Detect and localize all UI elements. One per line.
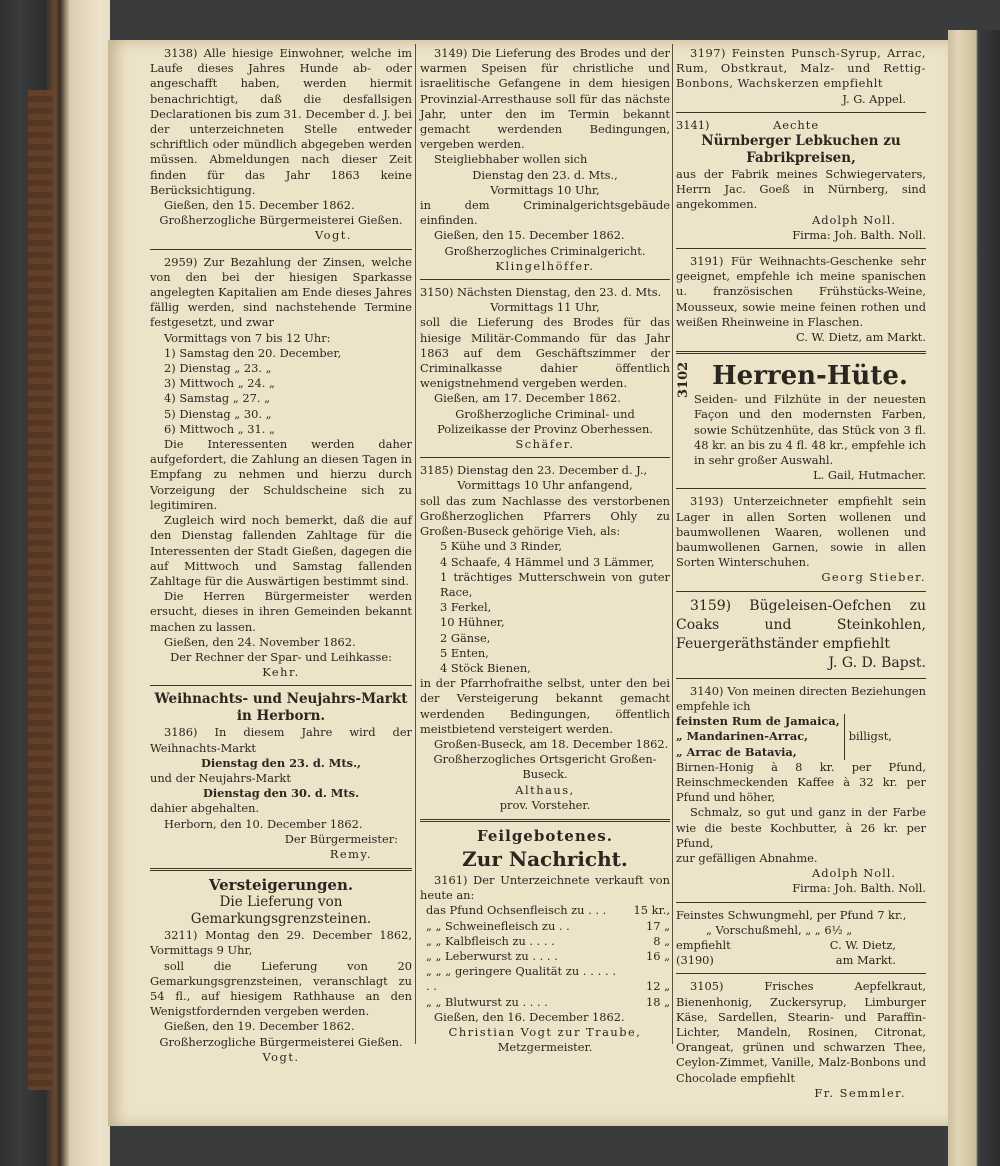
ad-signature: Adolph Noll. <box>812 866 896 881</box>
notice-signature: Vogt. <box>262 1049 300 1064</box>
notice-authority: Großherzogliches Ortsgericht Großen-Buseck. <box>433 752 657 782</box>
notice-signature: Althaus, <box>515 782 575 797</box>
ad-3140 <box>676 684 926 897</box>
double-divider <box>150 868 412 871</box>
ad-3105 <box>676 979 926 1101</box>
ad-text: Seiden- und Filzhüte in der neuesten Façon und den modernsten Farben, sowie Schützenhüte, das Stück von 3 fl. 48 kr. an bis zu 4 fl. 48 kr., empfehle ich in sehr großer Auswahl. <box>694 392 926 468</box>
notice-signature: Kehr. <box>262 665 300 680</box>
notice-text: soll das zum Nachlasse des verstorbenen Großherzoglichen Pfarrers Ohly zu Großen-Buseck gehörige Vieh, als: <box>420 493 670 539</box>
section-heading: Feilgebotenes. <box>477 826 613 845</box>
ad-heading: Aechte <box>773 117 820 132</box>
book-spine <box>0 0 110 1166</box>
price-row: „ „ Kalbfleisch zu . . . . 8 „ <box>426 933 670 948</box>
notice-authority: Großherzogliche Bürgermeisterei Gießen. <box>159 213 403 228</box>
notice-date: 3211) Montag den 29. December 1862, Vormittags 9 Uhr, <box>150 928 412 958</box>
divider <box>676 488 926 489</box>
notice-date-highlight: Dienstag den 30. d. Mts. <box>202 786 360 801</box>
divider <box>676 591 926 592</box>
notice-date-highlight: Dienstag den 23. d. Mts., <box>200 755 362 770</box>
ad-text: aus der Fabrik meines Schwiegervaters, Herrn Jac. Goeß in Nürnberg, sind angekommen. <box>676 167 926 212</box>
notice-2959 <box>150 255 412 681</box>
notice-authority: Großherzogliche Bürgermeisterei Gießen. <box>159 1034 403 1049</box>
notice-3186 <box>150 691 412 862</box>
notice-3185 <box>420 463 670 813</box>
ad-text: Feinstes Schwungmehl, per Pfund 7 kr., <box>676 907 907 922</box>
ad-3197 <box>676 46 926 107</box>
notice-text: in der Pfarrhofraithe selbst, unter den bei der Versteigerung bekannt gemacht werdenden Bedingungen, öffentlich meistbietend versteigert werden. <box>420 676 670 736</box>
divider <box>676 678 926 679</box>
ad-signature-row <box>676 953 926 968</box>
ad-text: 3159) Bügeleisen-Oefchen zu Coaks und Steinkohlen, Feuergeräthständer empfiehlt <box>676 597 926 652</box>
notice-date: Gießen, den 19. December 1862. <box>164 1019 355 1034</box>
notice-signature-title: prov. Vorsteher. <box>499 797 591 812</box>
notice-text: 3186) In diesem Jahre wird der Weihnachts-Markt <box>150 725 412 755</box>
ad-signature-firm: Firma: Joh. Balth. Noll. <box>792 881 926 896</box>
list-item: 5 Kühe und 3 Rinder, <box>440 539 563 554</box>
ad-signature: L. Gail, Hutmacher. <box>813 468 926 483</box>
price-row: „ „ Leberwurst zu . . . . 16 „ <box>426 948 670 963</box>
divider <box>676 248 926 249</box>
right-page-edge <box>948 30 1000 1166</box>
ad-text: Birnen-Honig à 8 kr. per Pfund, Reinschmeckenden Kaffee à 32 kr. per Pfund und höher, <box>676 759 926 805</box>
column-middle <box>420 46 670 1059</box>
list-item: 10 Hühner, <box>440 615 505 630</box>
notice-date: Gießen, den 15. December 1862. <box>164 198 355 213</box>
ad-number: 3141) <box>676 117 710 132</box>
ad-text: „ Vorschußmehl, „ „ 6½ „ <box>706 922 853 937</box>
notice-3211 <box>150 877 412 1065</box>
ad-heading-line <box>676 118 926 133</box>
ad-signature: J. G. D. Bapst. <box>828 654 926 671</box>
column-right <box>676 46 926 1105</box>
notice-text: in dem Criminalgerichtsgebäude einfinden. <box>420 198 670 228</box>
ad-title: Nürnberger Lebkuchen zu Fabrikpreisen, <box>701 133 901 167</box>
list-item: 4 Stöck Bienen, <box>440 660 531 675</box>
price-row: „ „ Blutwurst zu . . . . 18 „ <box>426 994 670 1009</box>
ad-signature: C. W. Dietz, am Markt. <box>795 330 926 345</box>
notice-3138 <box>150 46 412 244</box>
list-item: 2 Gänse, <box>440 630 491 645</box>
notice-text: 2959) Zur Bezahlung der Zinsen, welche von den bei der hiesigen Sparkasse angelegten Kapitalien am Ende dieses Jahres fällig werden, sind nachstehende Termine festgesetzt, und zwar <box>150 254 412 330</box>
ad-signature: J. G. Appel. <box>842 91 906 106</box>
notice-text: 3161) Der Unterzeichnete verkauft von heute an: <box>420 872 670 903</box>
notice-time: Vormittags von 7 bis 12 Uhr: <box>164 330 331 345</box>
notice-date: Gießen, den 15. December 1862. <box>434 228 625 243</box>
ad-title: Herren-Hüte. <box>712 361 908 392</box>
ad-3102 <box>676 360 926 483</box>
divider <box>420 457 670 458</box>
ad-text: zur gefälligen Abnahme. <box>676 850 818 865</box>
subsection-heading: Zur Nachricht. <box>462 846 628 871</box>
rum-arrac-group <box>676 714 926 760</box>
divider <box>676 902 926 903</box>
notice-date: Großen-Buseck, am 18. December 1862. <box>434 736 669 751</box>
ad-3141 <box>676 118 926 243</box>
notice-time: Vormittags 10 Uhr, <box>490 182 600 197</box>
ad-text: empfiehlt <box>676 937 731 952</box>
notice-signature-title: Metzgermeister. <box>497 1040 593 1055</box>
list-item: 4 Schaafe, 4 Hämmel und 3 Lämmer, <box>440 554 655 569</box>
subsection-heading: Die Lieferung von Gemarkungsgrenzsteinen. <box>190 894 372 928</box>
list-item: 3 Ferkel, <box>440 600 492 615</box>
price-note: billigst, <box>848 729 892 744</box>
ad-3190 <box>676 908 926 969</box>
notice-text: und der Neujahrs-Markt <box>150 770 291 785</box>
notice-date: Gießen, den 24. November 1862. <box>164 634 356 649</box>
divider <box>420 279 670 280</box>
notice-date: Gießen, den 16. December 1862. <box>434 1009 625 1024</box>
notice-authority: Der Rechner der Spar- und Leihkasse: <box>170 649 392 664</box>
notice-signature: Schäfer. <box>515 437 575 452</box>
notice-3149 <box>420 46 670 274</box>
ad-text: 3191) Für Weihnachts-Geschenke sehr geeignet, empfehle ich meine spanischen u. französischen Frühstücks-Weine, Mousseux, sowie meine feinen rothen und weißen Rheinweine in Flaschen. <box>676 254 926 329</box>
double-divider <box>676 351 926 354</box>
list-item: 2) Dienstag „ 23. „ <box>164 361 272 376</box>
price-row: das Pfund Ochsenfleisch zu . . . 15 kr., <box>426 903 670 918</box>
column-left <box>150 46 412 1069</box>
notice-text: Steigliebhaber wollen sich <box>434 152 588 167</box>
notice-text: dahier abgehalten. <box>150 801 260 816</box>
notice-text: Zugleich wird noch bemerkt, daß die auf den Dienstag fallenden Zahltage für die Interessenten der Stadt Gießen, dagegen die auf Mittwoch und Samstag fallenden Zahltage für die Auswärtigen bestimmt sind. <box>150 513 412 588</box>
notice-3161 <box>420 828 670 1055</box>
divider <box>150 685 412 686</box>
column-rule-2 <box>672 44 673 1044</box>
list-item: „ Mandarinen-Arrac, <box>676 729 809 744</box>
ad-3193 <box>676 494 926 585</box>
ad-number: 3102 <box>676 362 691 399</box>
column-rule-1 <box>415 44 416 1044</box>
divider <box>150 249 412 250</box>
ad-signature-location: am Markt. <box>835 953 896 968</box>
double-divider <box>420 819 670 822</box>
price-row: „ „ „ geringere Qualität zu . . . . . . . 12 „ <box>426 964 670 994</box>
ad-number: (3190) <box>676 953 714 968</box>
notice-authority: Großherzogliches Criminalgericht. <box>444 243 646 258</box>
section-heading: Versteigerungen. <box>208 876 354 895</box>
list-item: feinsten Rum de Jamaica, <box>676 714 840 729</box>
list-item: 5 Enten, <box>440 645 489 660</box>
ad-signature: Georg Stieber. <box>821 570 926 585</box>
notice-authority: Der Bürgermeister: <box>284 831 398 846</box>
price-row: „ „ Schweinefleisch zu . . 17 „ <box>426 918 670 933</box>
notice-3150 <box>420 285 670 452</box>
notice-text: 3149) Die Lieferung des Brodes und der warmen Speisen für christliche und israelitische Gefangene in dem hiesigen Provinzial-Arresthause soll für das nächste Jahr, unter den im Termin bekannt gemacht werdenden Bedingungen, vergeben werden. <box>420 46 670 152</box>
notice-date: Gießen, am 17. December 1862. <box>434 391 621 406</box>
ad-text: 3197) Feinsten Punsch-Syrup, Arrac, Rum, Obstkraut, Malz- und Rettig-Bonbons, Wachskerzen empfiehlt <box>676 46 926 91</box>
list-item: 6) Mittwoch „ 31. „ <box>164 421 275 436</box>
notice-date: 3150) Nächsten Dienstag, den 23. d. Mts. <box>420 285 662 300</box>
ad-text: Schmalz, so gut und ganz in der Farbe wie die beste Kochbutter, à 26 kr. per Pfund, <box>676 805 926 850</box>
list-item: 3) Mittwoch „ 24. „ <box>164 376 275 391</box>
ad-text: 3140) Von meinen directen Beziehungen empfehle ich <box>676 683 926 713</box>
notice-signature: Klingelhöffer. <box>495 258 595 273</box>
list-item: 4) Samstag „ 27. „ <box>164 391 271 406</box>
price-list <box>420 903 670 1009</box>
ad-signature: Fr. Semmler. <box>814 1085 906 1100</box>
leather-binding <box>28 90 52 1090</box>
list-item: 1) Samstag den 20. December, <box>164 345 342 360</box>
notice-text: soll die Lieferung des Brodes für das hiesige Militär-Commando für das Jahr 1863 auf dem Geschäftszimmer der Criminalkasse dahier öffentlich wenigstnehmend vergeben werden. <box>420 315 670 391</box>
notice-date: 3185) Dienstag den 23. December d. J., <box>420 463 648 478</box>
notice-time: Vormittags 10 Uhr anfangend, <box>457 478 633 493</box>
notice-signature: Remy. <box>329 846 372 861</box>
notice-date: Herborn, den 10. December 1862. <box>164 816 363 831</box>
payment-days-list <box>150 346 412 437</box>
ad-signature: C. W. Dietz, <box>829 937 896 952</box>
notice-text: soll die Lieferung von 20 Gemarkungsgrenzsteinen, veranschlagt zu 54 fl., auf hiesigem Rathhause an den Wenigstfordernden vergeben werden. <box>150 958 412 1019</box>
ad-3159 <box>676 597 926 673</box>
list-item: „ Arrac de Batavia, <box>676 744 797 759</box>
list-item: 5) Dienstag „ 30. „ <box>164 406 272 421</box>
livestock-list <box>420 539 670 676</box>
notice-authority: Großherzogliche Criminal- und Polizeikasse der Provinz Oberhessen. <box>437 406 653 436</box>
ad-signature: Adolph Noll. <box>812 212 896 227</box>
ad-text: 3105) Frisches Aepfelkraut, Bienenhonig, Zuckersyrup, Limburger Käse, Sardellen, Stearin- und Paraffin-Lichter, Mandeln, Rosinen, Citronat, Orangeat, grünen und schwarzen Thee, Ceylon-Zimmet, Vanille, Malz-Bonbons und Chocolade empfiehlt <box>676 979 926 1085</box>
ad-signature-row <box>676 938 926 953</box>
divider <box>676 112 926 113</box>
section-heading: Weihnachts- und Neujahrs-Markt in Herborn. <box>154 691 408 725</box>
divider <box>676 973 926 974</box>
ad-text: 3193) Unterzeichneter empfiehlt sein Lager in allen Sorten wollenen und baumwollenen Waaren, wollenen und baumwollenen Garnen, sowie in allen Sorten Winterschuhen. <box>676 494 926 570</box>
notice-text: 3138) Alle hiesige Einwohner, welche im Laufe dieses Jahres Hunde ab- oder angeschafft haben, werden hiermit benachrichtigt, daß die desfallsigen Declarationen bis zum 31. December d. J. bei der unterzeichneten Stelle entweder schriftlich oder mündlich abgegeben werden müssen. Abmeldungen nach dieser Zeit finden für das Jahr 1863 keine Berücksichtigung. <box>150 46 412 197</box>
list-item: 1 trächtiges Mutterschwein von guter Race, <box>440 569 670 599</box>
rum-arrac-list <box>676 714 845 760</box>
ad-signature-firm: Firma: Joh. Balth. Noll. <box>792 227 926 242</box>
notice-time: Vormittags 11 Uhr, <box>490 300 600 315</box>
notice-date-highlight: Dienstag den 23. d. Mts., <box>472 167 618 182</box>
notice-signature: Vogt. <box>314 228 352 243</box>
notice-text: Die Interessenten werden daher aufgefordert, die Zahlung an diesen Tagen in Empfang zu nehmen und hierzu durch Vorzeigung der Schuldscheine sich zu legitimiren. <box>150 437 412 512</box>
ad-3191 <box>676 254 926 345</box>
notice-text: Die Herren Bürgermeister werden ersucht, dieses in ihren Gemeinden bekannt machen zu lassen. <box>150 589 412 634</box>
notice-signature: Christian Vogt zur Traube, <box>448 1024 642 1039</box>
